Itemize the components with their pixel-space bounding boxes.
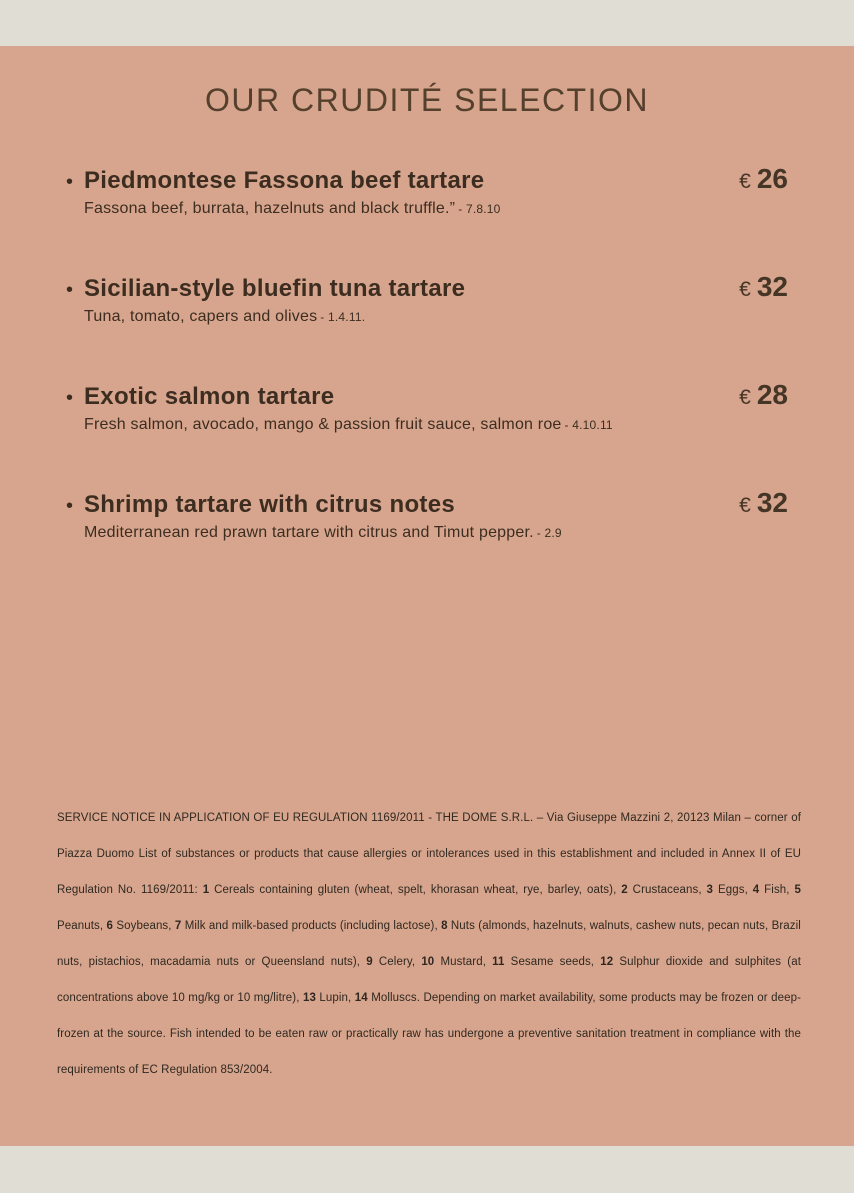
currency-symbol: €	[739, 494, 751, 517]
price-amount: 32	[756, 487, 788, 518]
dish-price	[739, 379, 788, 411]
allergen-codes: - 2.9	[536, 526, 562, 540]
dish-name: Exotic salmon tartare	[84, 383, 335, 410]
bullet-icon: •	[66, 387, 74, 409]
price-amount: 32	[756, 271, 788, 302]
dish-description-text: Mediterranean red prawn tartare with citrus and Timut pepper.	[84, 524, 534, 541]
currency-symbol: €	[739, 170, 751, 193]
allergen-codes: - 1.4.11.	[320, 310, 366, 324]
dish-name: Shrimp tartare with citrus notes	[84, 491, 456, 518]
bottom-margin-band	[0, 1146, 854, 1193]
menu-item	[66, 379, 788, 434]
dish-description	[84, 524, 788, 542]
bullet-icon: •	[66, 279, 74, 301]
price-amount: 26	[756, 163, 788, 194]
menu-list	[66, 163, 788, 595]
dish-description	[84, 416, 788, 434]
dish-price	[739, 487, 788, 519]
price-amount: 28	[756, 379, 788, 410]
legal-notice: SERVICE NOTICE IN APPLICATION OF EU REGULATION 1169/2011 - THE DOME S.R.L. – Via Giuseppe Mazzini 2, 20123 Milan – corner of Piazza Duomo List of substances or products that cause allergies or intolerances used in this establishment and included in Annex II of EU Regulation No. 1169/2011: 1 Cereals containing gluten (wheat, spelt, khorasan wheat, rye, barley, oats), 2 Crustaceans, 3 Eggs, 4 Fish, 5 Peanuts, 6 Soybeans, 7 Milk and milk-based products (including lactose), 8 Nuts (almonds, hazelnuts, walnuts, cashew nuts, pecan nuts, Brazil nuts, pistachios, macadamia nuts or Queensland nuts), 9 Celery, 10 Mustard, 11 Sesame seeds, 12 Sulphur dioxide and sulphites (at concentrations above 10 mg/kg or 10 mg/litre), 13 Lupin, 14 Molluscs. Depending on market availability, some products may be frozen or deep-frozen at the source. Fish intended to be eaten raw or practically raw has undergone a preventive sanitation treatment in compliance with the requirements of EC Regulation 853/2004.	[57, 812, 802, 1076]
menu-item	[66, 487, 788, 542]
dish-description-text: Fresh salmon, avocado, mango & passion fruit sauce, salmon roe	[84, 416, 562, 433]
currency-symbol: €	[739, 386, 751, 409]
dish-name: Piedmontese Fassona beef tartare	[84, 167, 485, 194]
menu-item-row	[66, 271, 788, 303]
top-margin-band	[0, 0, 854, 46]
allergen-codes: - 4.10.11	[564, 418, 613, 432]
dish-price	[739, 163, 788, 195]
currency-symbol: €	[739, 278, 751, 301]
menu-item	[66, 163, 788, 218]
bullet-icon: •	[66, 495, 74, 517]
menu-item-row	[66, 163, 788, 195]
allergen-codes: - 7.8.10	[458, 202, 501, 216]
dish-name: Sicilian-style bluefin tuna tartare	[84, 275, 466, 302]
dish-description-text: Fassona beef, burrata, hazelnuts and black truffle.”	[84, 200, 456, 217]
dish-description	[84, 200, 788, 218]
bullet-icon: •	[66, 171, 74, 193]
menu-item-row	[66, 379, 788, 411]
menu-item-row	[66, 487, 788, 519]
dish-description-text: Tuna, tomato, capers and olives	[84, 308, 318, 325]
menu-item	[66, 271, 788, 326]
dish-price	[739, 271, 788, 303]
page-title: OUR CRUDITÉ SELECTION	[205, 82, 649, 118]
dish-description	[84, 308, 788, 326]
